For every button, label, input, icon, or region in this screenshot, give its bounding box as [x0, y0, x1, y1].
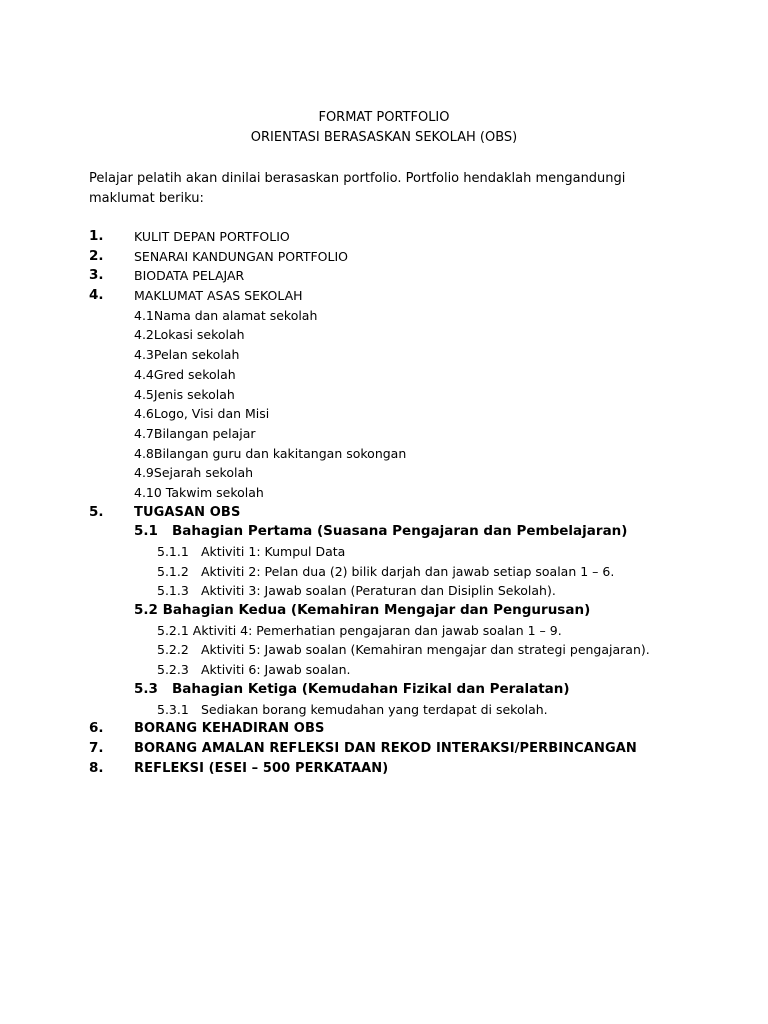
activity-number: 5.3.1	[157, 701, 189, 717]
list-item-3	[0, 266, 768, 286]
section-5-2	[0, 601, 768, 621]
sub-item-label: 4.5Jenis sekolah	[134, 386, 235, 402]
sub-item	[0, 444, 768, 464]
item-number: 7.	[89, 739, 104, 756]
item-label: TUGASAN OBS	[134, 504, 241, 520]
item-number: 1.	[89, 228, 104, 244]
list-item-1	[0, 227, 768, 247]
item-label: BORANG KEHADIRAN OBS	[134, 721, 325, 737]
activity-5-2-3	[0, 660, 768, 680]
sub-item	[0, 463, 768, 483]
sub-item	[0, 404, 768, 424]
intro-paragraph: Pelajar pelatih akan dinilai berasaskan portfolio. Portfolio hendaklah mengandungi maklumat beriku:	[89, 171, 626, 206]
activity-5-1-3	[0, 581, 768, 601]
activity-label: Aktiviti 3: Jawab soalan (Peraturan dan Disiplin Sekolah).	[201, 583, 556, 599]
activity-number: 5.1.3	[157, 583, 189, 599]
sub-item-label: 4.10 Takwim sekolah	[134, 484, 264, 500]
item-number: 4.	[89, 287, 104, 304]
sub-item	[0, 385, 768, 405]
list-item-4	[0, 286, 768, 306]
sub-item-label: 4.3Pelan sekolah	[134, 347, 240, 363]
section-label: Bahagian Pertama (Suasana Pengajaran dan Pembelajaran)	[172, 523, 628, 540]
activity-5-1-2	[0, 562, 768, 582]
section-label: 5.2 Bahagian Kedua (Kemahiran Mengajar dan Pengurusan)	[134, 602, 591, 619]
item-number: 8.	[89, 759, 104, 776]
section-label: Bahagian Ketiga (Kemudahan Fizikal dan Peralatan)	[172, 680, 570, 697]
section-number: 5.1	[134, 523, 158, 540]
list-item-5	[0, 503, 768, 523]
activity-number: 5.2.2	[157, 642, 189, 658]
sub-item	[0, 306, 768, 326]
section-5-1	[0, 522, 768, 542]
activity-number: 5.2.3	[157, 662, 189, 678]
list-item-6	[0, 719, 768, 739]
activity-label: Aktiviti 1: Kumpul Data	[201, 544, 346, 559]
sub-item-label: 4.4Gred sekolah	[134, 366, 236, 382]
item-label: KULIT DEPAN PORTFOLIO	[134, 229, 290, 244]
activity-label: Aktiviti 2: Pelan dua (2) bilik darjah dan jawab setiap soalan 1 – 6.	[201, 563, 615, 579]
item-number: 3.	[89, 267, 104, 284]
item-number: 5.	[89, 503, 104, 520]
sub-item	[0, 424, 768, 444]
item-label: MAKLUMAT ASAS SEKOLAH	[134, 288, 303, 304]
activity-5-1-1	[0, 542, 768, 562]
list-item-8	[0, 759, 768, 779]
sub-item	[0, 483, 768, 503]
section-number: 5.3	[134, 680, 158, 697]
activity-5-2-1	[0, 621, 768, 641]
sub-item-label: 4.9Sejarah sekolah	[134, 465, 254, 481]
activity-number: 5.1.1	[157, 544, 189, 559]
sub-item-label: 4.7Bilangan pelajar	[134, 425, 256, 441]
activity-label: Sediakan borang kemudahan yang terdapat di sekolah.	[201, 701, 548, 717]
document-subtitle: ORIENTASI BERASASKAN SEKOLAH (OBS)	[250, 130, 518, 145]
activity-number: 5.1.2	[157, 563, 189, 579]
activity-5-3-1	[0, 700, 768, 720]
portfolio-contents-list	[0, 227, 768, 778]
sub-item	[0, 325, 768, 345]
sub-item	[0, 345, 768, 365]
item-number: 2.	[89, 247, 104, 264]
list-item-2	[0, 247, 768, 267]
sub-item-label: 4.6Logo, Visi dan Misi	[134, 406, 270, 422]
item-label: BORANG AMALAN REFLEKSI DAN REKOD INTERAKSI/PERBINCANGAN	[134, 740, 637, 756]
activity-label: Aktiviti 6: Jawab soalan.	[201, 662, 351, 678]
item-number: 6.	[89, 720, 104, 737]
item-label: BIODATA PELAJAR	[134, 268, 245, 284]
activity-5-2-2	[0, 640, 768, 660]
sub-item-label: 4.8Bilangan guru dan kakitangan sokongan	[134, 445, 407, 461]
item-label: SENARAI KANDUNGAN PORTFOLIO	[134, 248, 348, 264]
activity-label: 5.2.1 Aktiviti 4: Pemerhatian pengajaran dan jawab soalan 1 – 9.	[157, 622, 562, 638]
activity-label: Aktiviti 5: Jawab soalan (Kemahiran mengajar dan strategi pengajaran).	[201, 642, 650, 658]
sub-item	[0, 365, 768, 385]
item-label: REFLEKSI (ESEI – 500 PERKATAAN)	[134, 760, 389, 776]
sub-item-label: 4.2Lokasi sekolah	[134, 327, 245, 343]
document-title: FORMAT PORTFOLIO	[318, 110, 450, 125]
list-item-7	[0, 739, 768, 759]
sub-item-label: 4.1Nama dan alamat sekolah	[134, 307, 318, 323]
section-5-3	[0, 680, 768, 700]
